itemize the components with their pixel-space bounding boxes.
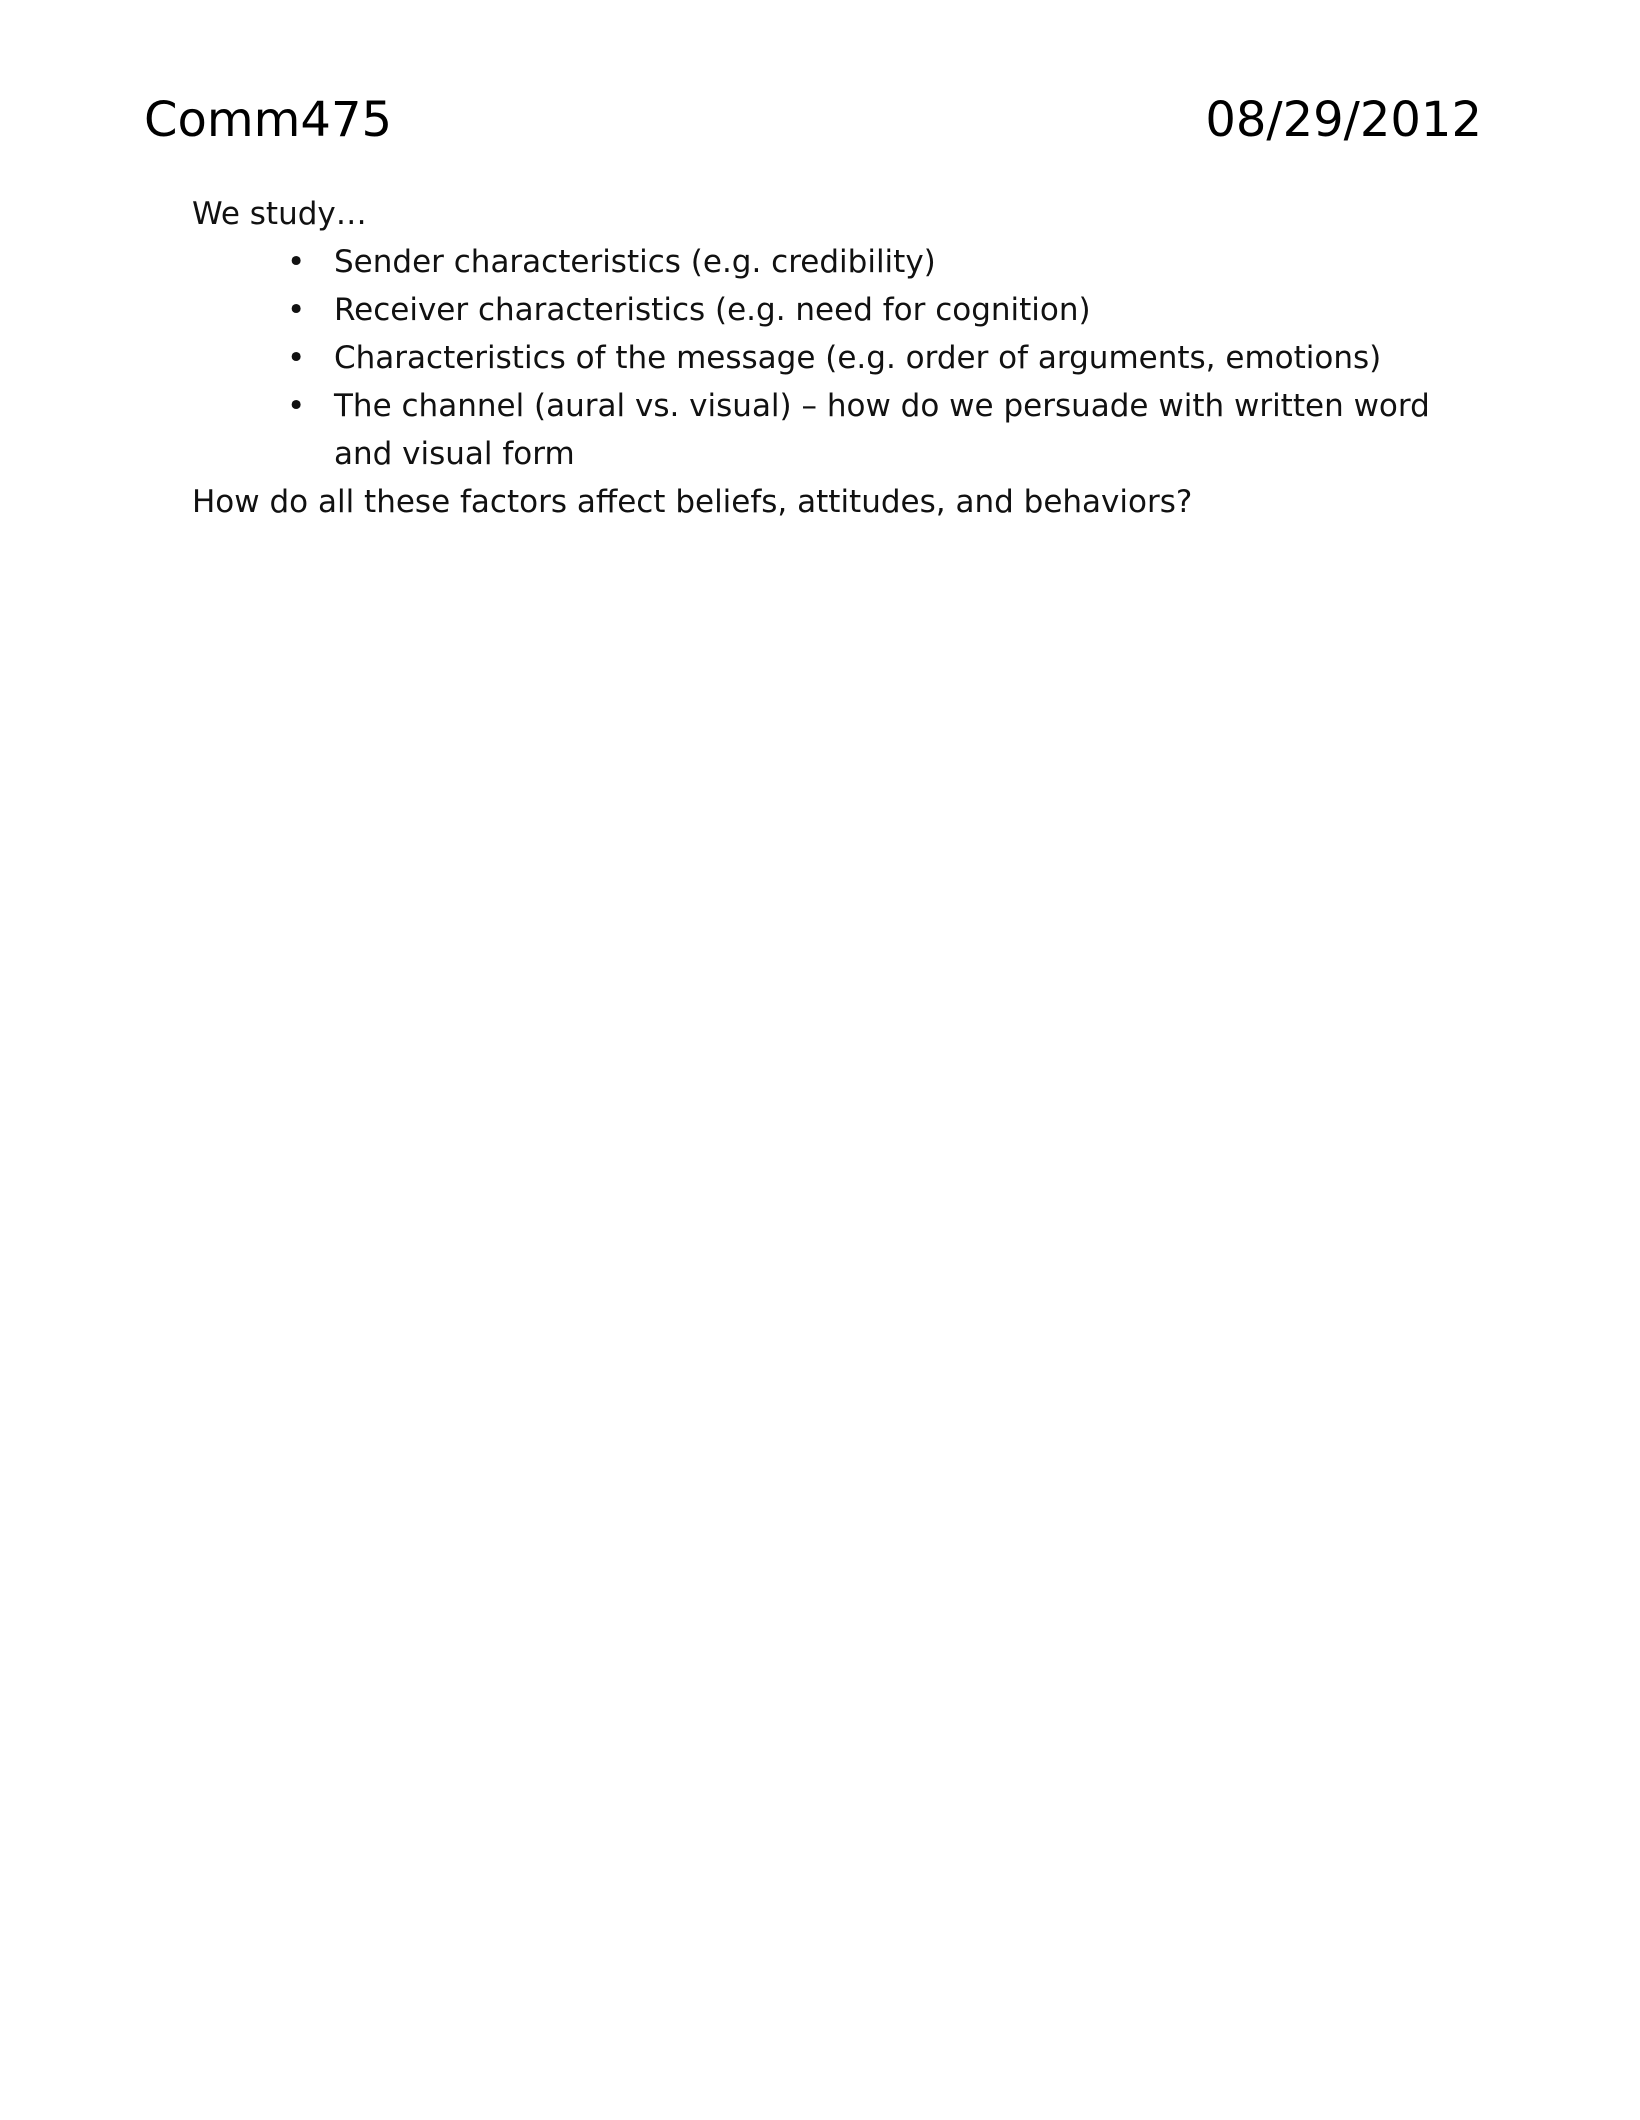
list-item [192,334,1434,382]
bullet-text: Receiver characteristics (e.g. need for cognition) [334,292,1091,328]
bullet-text: Characteristics of the message (e.g. order of arguments, emotions) [334,340,1382,376]
bullet-icon: • [287,244,306,280]
intro-line: We study… [192,196,367,232]
notes-body [192,190,1482,526]
course-title: Comm475 [144,92,393,148]
closing-line: How do all these factors affect beliefs, attitudes, and behaviors? [192,484,1193,520]
bullet-icon: • [287,292,306,328]
list-item [192,382,1434,478]
list-item [192,238,1434,286]
list-item [192,286,1434,334]
bullet-text: Sender characteristics (e.g. credibility) [334,244,936,280]
bullet-icon: • [287,340,306,376]
bullet-text: The channel (aural vs. visual) – how do we persuade with written word and visual form [334,388,1430,472]
bullet-icon: • [287,388,306,424]
note-date: 08/29/2012 [1205,92,1482,148]
bullet-list [192,238,1482,478]
